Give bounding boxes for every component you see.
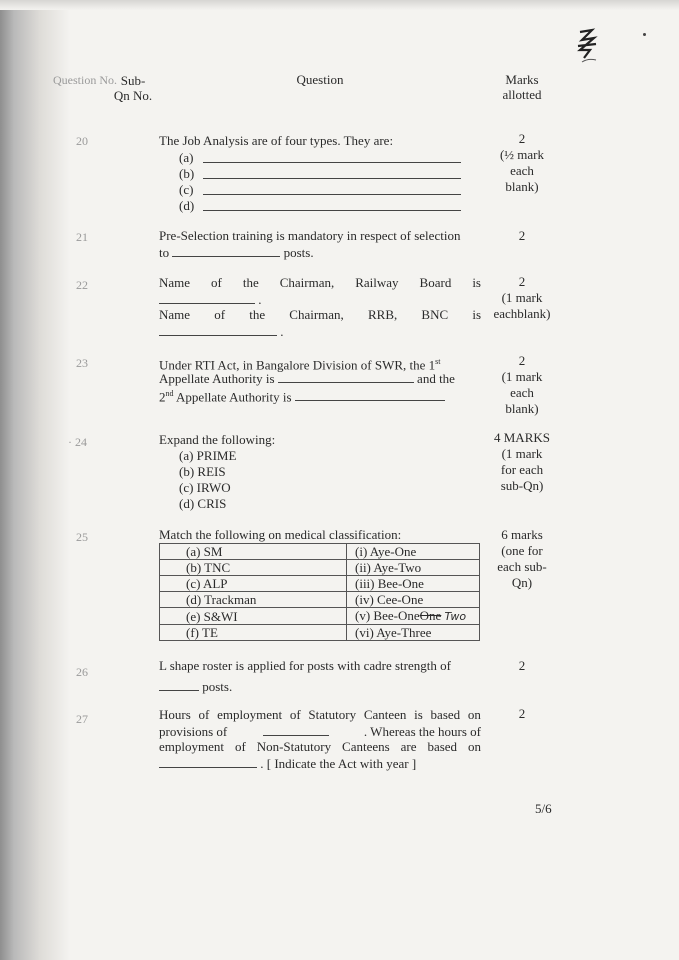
speck <box>643 33 646 36</box>
question-text: employment of Non-Statutory Canteens are based on <box>159 739 481 754</box>
answer-blank[interactable] <box>159 755 257 768</box>
question-text: posts. <box>159 678 232 695</box>
header-question-no: Question No. <box>53 73 117 87</box>
question-text: Pre-Selection training is mandatory in respect of selection <box>159 228 461 243</box>
question-number: 27 <box>76 712 88 726</box>
answer-blank[interactable] <box>159 323 277 336</box>
question-number: 20 <box>76 134 88 148</box>
answer-blank[interactable] <box>203 182 461 195</box>
table-row: (e) S&WI (v) Bee-OneOne Two <box>160 608 480 625</box>
answer-blank[interactable] <box>203 198 461 211</box>
marks-cell: 2 (1 mark eachblank) <box>493 274 551 321</box>
question-number: 23 <box>76 356 88 370</box>
question-text: Hours of employment of Statutory Canteen is based on <box>159 707 481 722</box>
answer-blank[interactable] <box>159 291 255 304</box>
scan-top-edge <box>0 0 679 10</box>
table-row: (a) SM (i) Aye-One <box>160 544 480 560</box>
option-label: (b) REIS <box>179 464 226 479</box>
question-number: · 24 <box>68 435 87 449</box>
option-label: (b) <box>179 166 195 181</box>
question-text: L shape roster is applied for posts with cadre strength of <box>159 658 451 673</box>
question-text: 2nd Appellate Authority is <box>159 386 445 405</box>
marks-cell: 2 <box>518 228 526 243</box>
marks-cell: 6 marks (one for each sub- Qn) <box>497 527 547 590</box>
marks-cell: 2 (½ mark each blank) <box>499 131 545 194</box>
question-text: Name of the Chairman, RRB, BNC is <box>159 307 481 322</box>
question-number: 26 <box>76 665 88 679</box>
answer-blank[interactable] <box>203 166 461 179</box>
question-text: Under RTI Act, in Bangalore Division of SWR, the 1st <box>159 357 441 373</box>
question-text: Appellate Authority is and the <box>159 371 455 386</box>
marks-cell: 2 <box>518 658 526 673</box>
question-text: Name of the Chairman, Railway Board is <box>159 275 481 290</box>
answer-blank[interactable] <box>159 678 199 691</box>
answer-blank[interactable] <box>203 150 461 163</box>
option-label: (a) <box>179 150 194 165</box>
table-row: (c) ALP (iii) Bee-One <box>160 576 480 592</box>
question-number: 25 <box>76 530 88 544</box>
table-row: (b) TNC (ii) Aye-Two <box>160 560 480 576</box>
question-text: Expand the following: <box>159 432 276 447</box>
match-table <box>159 543 480 641</box>
option-label: (d) <box>179 198 195 213</box>
scan-shadow <box>0 0 70 960</box>
answer-blank[interactable] <box>278 370 414 383</box>
header-sub-qn-no: Sub-Qn No. <box>113 73 153 103</box>
option-label: (c) IRWO <box>179 480 231 495</box>
header-question: Question <box>296 72 344 87</box>
question-number: 21 <box>76 230 88 244</box>
option-label: (c) <box>179 182 194 197</box>
question-text: to posts. <box>159 245 314 260</box>
table-row: (f) TE (vi) Aye-Three <box>160 625 480 641</box>
marks-cell: 2 <box>518 706 526 721</box>
marks-cell: 2 (1 mark each blank) <box>501 353 543 416</box>
question-text: Match the following on medical classification: <box>159 527 402 542</box>
question-text: . [ Indicate the Act with year ] <box>159 755 416 772</box>
option-label: (d) CRIS <box>179 496 227 511</box>
question-number: 22 <box>76 278 88 292</box>
handwritten-mark-icon <box>572 28 602 66</box>
answer-blank[interactable] <box>263 723 329 736</box>
question-text: The Job Analysis are of four types. They are: <box>159 133 394 148</box>
table-row: (d) Trackman (iv) Cee-One <box>160 592 480 608</box>
header-marks-allotted: Marks allotted <box>502 72 542 102</box>
answer-blank[interactable] <box>295 388 445 401</box>
marks-cell: 4 MARKS (1 mark for each sub-Qn) <box>494 430 550 493</box>
question-text: . <box>159 323 284 340</box>
page-number: 5/6 <box>535 801 552 816</box>
question-text: . <box>159 291 262 308</box>
question-text: provisions of . Whereas the hours of <box>159 724 481 739</box>
answer-blank[interactable] <box>172 244 280 257</box>
option-label: (a) PRIME <box>179 448 237 463</box>
